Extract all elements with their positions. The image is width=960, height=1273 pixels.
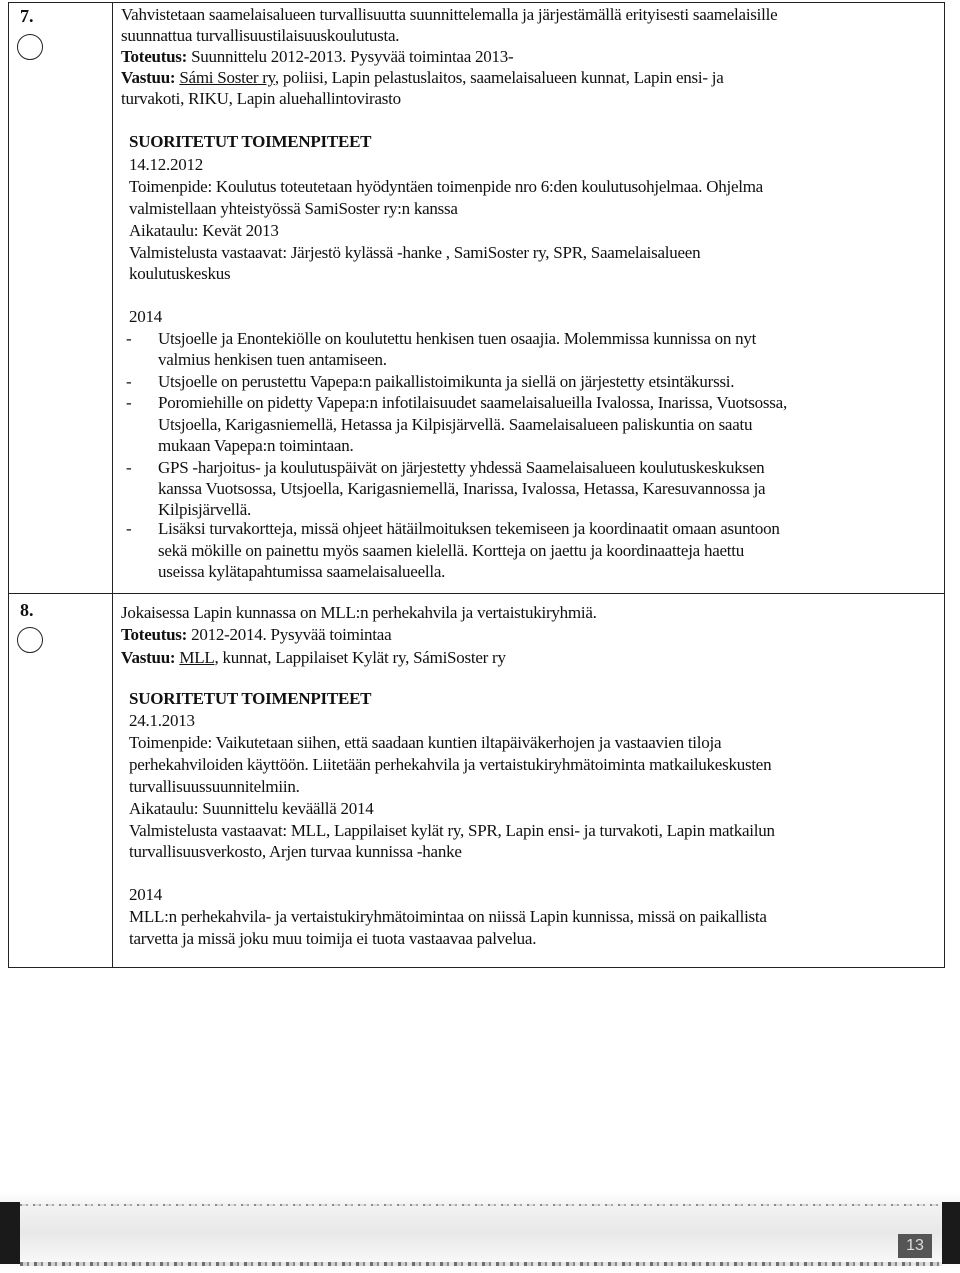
measure-line: perhekahviloiden käyttöön. Liitetään perhekahvila ja vertaistukiryhmätoiminta matkailukeskusten <box>129 755 772 774</box>
row-number: 7. <box>20 6 34 26</box>
measure-line: Toimenpide: Vaikutetaan siihen, että saadaan kuntien iltapäiväkerhojen ja vastaavien tiloja <box>129 733 722 752</box>
measure-line: turvallisuusverkosto, Arjen turvaa kunnissa -hanke <box>129 842 462 861</box>
bullet-line: mukaan Vapepa:n toimintaan. <box>158 436 354 455</box>
scan-noise <box>20 1262 942 1266</box>
table-column-divider <box>112 2 113 968</box>
responsibility-line: turvakoti, RIKU, Lapin aluehallintovirasto <box>121 89 401 108</box>
circle-marker-icon <box>17 627 43 653</box>
year-line: MLL:n perhekahvila- ja vertaistukiryhmätoimintaa on niissä Lapin kunnissa, missä on paikallista <box>129 907 767 926</box>
measure-line: turvallisuussuunnitelmiin. <box>129 777 300 796</box>
table-border-top <box>8 2 945 3</box>
measure-line: valmistellaan yhteistyössä SamiSoster ry:n kanssa <box>129 199 458 218</box>
measure-line: Valmistelusta vastaavat: MLL, Lappilaiset kylät ry, SPR, Lapin ensi- ja turvakoti, Lapin matkailun <box>129 821 775 840</box>
year-line: tarvetta ja missä joku muu toimija ei tuota vastaavaa palvelua. <box>129 929 537 948</box>
implementation-label: Toteutus: <box>121 625 188 644</box>
measure-date: 14.12.2012 <box>129 155 203 174</box>
bullet-dash: - <box>126 393 132 412</box>
measure-date: 24.1.2013 <box>129 711 195 730</box>
measure-line: Toimenpide: Koulutus toteutetaan hyödyntäen toimenpide nro 6:den koulutusohjelmaa. Ohjelma <box>129 177 763 196</box>
bullet-line: Lisäksi turvakortteja, missä ohjeet hätäilmoituksen tekemiseen ja koordinaatit omaan asuntoon <box>158 519 780 538</box>
responsibility-text: , kunnat, Lappilaiset Kylät ry, SámiSoster ry <box>214 648 506 667</box>
bullet-line: valmius henkisen tuen antamiseen. <box>158 350 387 369</box>
responsibility-line <box>121 648 506 668</box>
implementation-text: 2012-2014. Pysyvää toimintaa <box>191 625 392 644</box>
implementation-line <box>121 625 391 645</box>
responsibility-line <box>121 68 724 88</box>
implementation-text: Suunnittelu 2012-2013. Pysyvää toimintaa 2013- <box>191 47 514 66</box>
scan-edge-left <box>0 1202 20 1264</box>
bullet-line: sekä mökille on painettu myös saamen kielellä. Kortteja on jaettu ja koordinaatteja haettu <box>158 541 744 560</box>
bullet-line: kanssa Vuotsossa, Utsjoella, Karigasniemellä, Inarissa, Ivalossa, Hetassa, Karesuvannossa ja <box>158 479 766 498</box>
section-heading: SUORITETUT TOIMENPITEET <box>129 689 372 708</box>
bullet-line: Utsjoella, Karigasniemellä, Hetassa ja Kilpisjärvellä. Saamelaisalueen paliskuntia on saatu <box>158 415 753 434</box>
section-heading: SUORITETUT TOIMENPITEET <box>129 132 372 151</box>
scan-noise <box>20 1204 942 1206</box>
bullet-line: Utsjoelle on perustettu Vapepa:n paikallistoimikunta ja siellä on järjestetty etsintäkurssi. <box>158 372 735 391</box>
row-number: 8. <box>20 600 34 620</box>
implementation-label: Toteutus: <box>121 47 188 66</box>
year-label: 2014 <box>129 307 162 326</box>
scan-edge-right <box>942 1202 960 1264</box>
table-border-right <box>944 2 945 968</box>
responsibility-label: Vastuu: <box>121 68 176 87</box>
responsibility-link[interactable]: MLL <box>179 648 215 667</box>
objective-line: suunnattua turvallisuustilaisuuskoulutusta. <box>121 26 400 45</box>
objective-line: Vahvistetaan saamelaisalueen turvallisuutta suunnittelemalla ja järjestämällä erityisesti saamelaisille <box>121 5 778 24</box>
bullet-dash: - <box>126 458 132 477</box>
bullet-dash: - <box>126 372 132 391</box>
measure-line: koulutuskeskus <box>129 264 231 283</box>
bullet-line: Kilpisjärvellä. <box>158 500 252 519</box>
objective-line: Jokaisessa Lapin kunnassa on MLL:n perhekahvila ja vertaistukiryhmiä. <box>121 603 597 622</box>
responsibility-link[interactable]: Sámi Soster ry <box>179 68 275 87</box>
circle-marker-icon <box>17 34 43 60</box>
bullet-line: useissa kylätapahtumissa saamelaisalueella. <box>158 562 446 581</box>
measure-line: Aikataulu: Suunnittelu keväällä 2014 <box>129 799 374 818</box>
responsibility-label: Vastuu: <box>121 648 176 667</box>
responsibility-text: , poliisi, Lapin pelastuslaitos, saamelaisalueen kunnat, Lapin ensi- ja <box>274 68 724 87</box>
bullet-line: Utsjoelle ja Enontekiölle on koulutettu henkisen tuen osaajia. Molemmissa kunnissa on nyt <box>158 329 757 348</box>
implementation-line <box>121 47 513 67</box>
bullet-dash: - <box>126 519 132 538</box>
bullet-line: GPS -harjoitus- ja koulutuspäivät on järjestetty yhdessä Saamelaisalueen koulutuskeskuksen <box>158 458 765 477</box>
year-label: 2014 <box>129 885 162 904</box>
page-number: 13 <box>898 1234 932 1258</box>
table-border-bottom <box>8 967 945 968</box>
bullet-line: Poromiehille on pidetty Vapepa:n infotilaisuudet saamelaisalueilla Ivalossa, Inarissa, Vuotsossa, <box>158 393 787 412</box>
measure-line: Aikataulu: Kevät 2013 <box>129 221 279 240</box>
measure-line: Valmistelusta vastaavat: Järjestö kylässä -hanke , SamiSoster ry, SPR, Saamelaisalueen <box>129 243 701 262</box>
table-border-row-separator <box>8 593 945 594</box>
table-border-left <box>8 2 9 968</box>
bullet-dash: - <box>126 329 132 348</box>
